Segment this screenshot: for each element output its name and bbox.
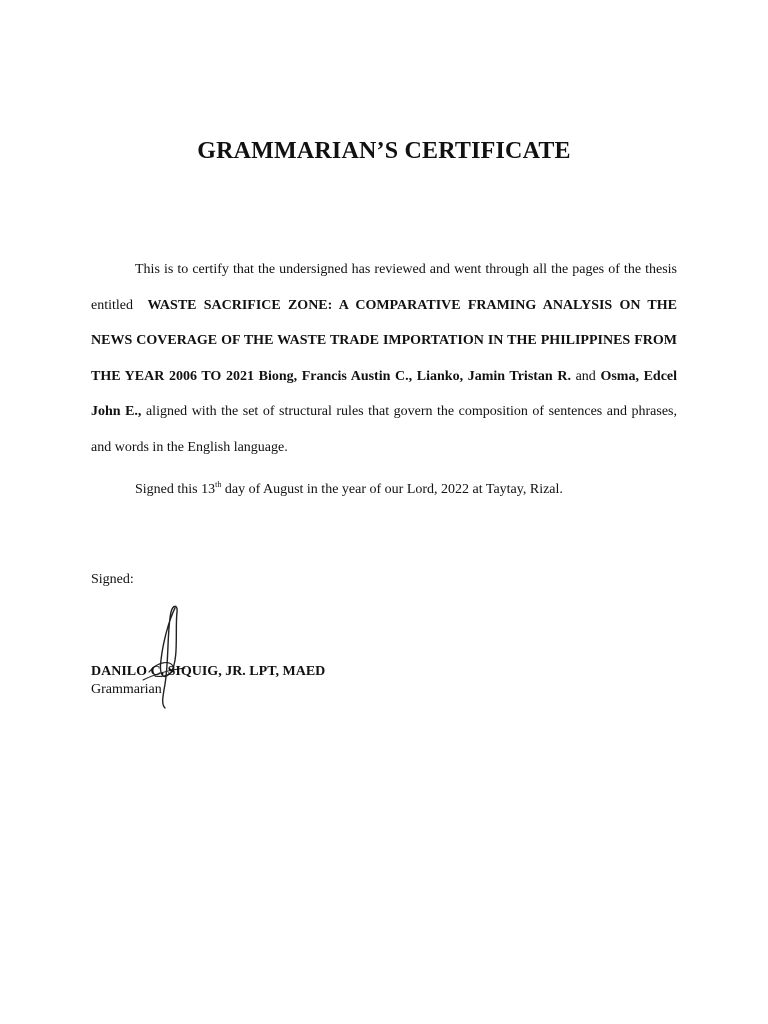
document-title: GRAMMARIAN’S CERTIFICATE: [197, 138, 571, 164]
thesis-title: WASTE SACRIFICE ZONE: A COMPARATIVE FRAMING ANALYSIS ON THE NEWS COVERAGE OF THE WASTE TRADE IMPORTATION IN THE PHILIPPINES FROM THE YEAR 2006 TO 2021: [91, 297, 677, 384]
intro-text: This is to certify that the undersigned has reviewed and went through all the pages of the thesis entitled: [91, 262, 677, 313]
signer-role: Grammarian: [91, 682, 162, 697]
certification-paragraph: [91, 252, 677, 465]
closing-text: aligned with the set of structural rules that govern the composition of sentences and phrases, and words in the English language.: [91, 404, 677, 455]
signed-rest: day of August in the year of our Lord, 2022 at Taytay, Rizal.: [221, 482, 563, 497]
and-word: and: [575, 368, 596, 384]
signed-prefix: Signed this 13: [135, 482, 216, 497]
authors-secondary: Osma, Edcel John E.,: [91, 368, 678, 419]
signed-label: Signed:: [91, 572, 134, 587]
date-ordinal: th: [215, 480, 222, 489]
signed-date-line: [135, 480, 563, 498]
signer-name: DANILO C. SIQUIG, JR. LPT, MAED: [91, 664, 326, 679]
authors-primary: Biong, Francis Austin C., Lianko, Jamin Tristan R.: [258, 368, 571, 384]
